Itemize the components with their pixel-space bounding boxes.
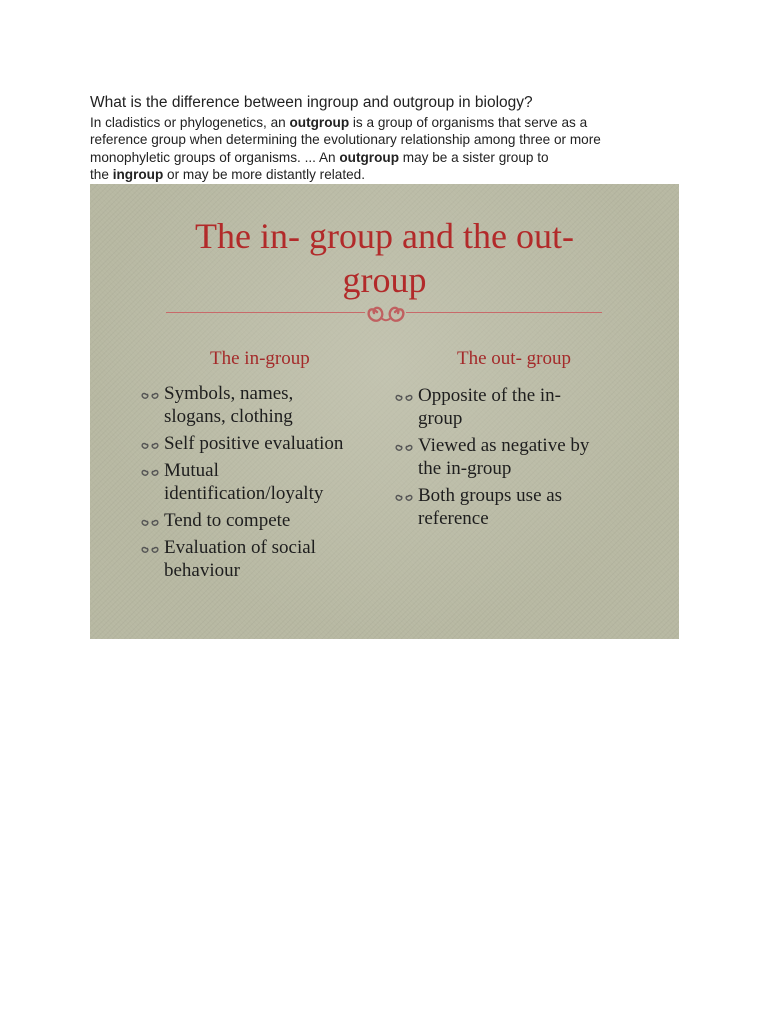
slide-image (90, 184, 679, 639)
list-item-line: Mutual (164, 460, 219, 481)
question-heading: What is the difference between ingroup and outgroup in biology? (90, 94, 533, 111)
list-item-line: slogans, clothing (164, 406, 293, 427)
list-item-line: reference (418, 508, 489, 529)
out-group-list (394, 384, 634, 534)
answer-line-1: In cladistics or phylogenetics, an outgroup is a group of organisms that serve as a (90, 115, 588, 130)
flourish-ornament-icon (363, 296, 409, 326)
list-item-line: group (418, 408, 463, 429)
title-divider-left (166, 312, 365, 313)
slide-title-line-1: The in- group and the out- (195, 216, 574, 256)
list-item (140, 459, 380, 505)
bullet-flourish-icon (140, 466, 160, 477)
list-item (394, 484, 634, 530)
answer-line-3: monophyletic groups of organisms. ... An outgroup may be a sister group to (90, 149, 549, 165)
list-item-line: Both groups use as (418, 485, 563, 506)
list-item (140, 382, 380, 428)
title-divider-right (406, 312, 602, 313)
list-item-line: Tend to compete (164, 510, 291, 531)
list-item-line: Evaluation of social (164, 537, 316, 558)
in-group-list (140, 382, 380, 586)
list-item-line: behaviour (164, 560, 240, 581)
bullet-flourish-icon (394, 491, 414, 502)
list-item (394, 384, 634, 430)
list-item-line: Symbols, names, (164, 383, 294, 404)
slide-title (90, 214, 679, 302)
in-group-heading: The in-group (210, 348, 310, 369)
list-item (140, 536, 380, 582)
list-item (394, 434, 634, 480)
list-item-line: the in-group (418, 458, 512, 479)
bold-term: ingroup (112, 166, 164, 182)
out-group-heading: The out- group (457, 348, 571, 369)
answer-line-4: the ingroup or may be more distantly related. (90, 166, 366, 182)
list-item-line: Opposite of the in- (418, 385, 562, 406)
answer-line-2: reference group when determining the evolutionary relationship among three or more (90, 132, 601, 148)
list-item (140, 509, 380, 532)
slide-title-line-2: group (342, 260, 427, 300)
bold-term: outgroup (289, 115, 350, 130)
list-item-line: Viewed as negative by (418, 435, 590, 456)
list-item-line: Self positive evaluation (164, 433, 344, 454)
bullet-flourish-icon (394, 391, 414, 402)
list-item-line: identification/loyalty (164, 483, 324, 504)
bold-term: outgroup (339, 149, 399, 165)
bullet-flourish-icon (140, 389, 160, 400)
bullet-flourish-icon (140, 543, 160, 554)
answer-paragraph (90, 114, 690, 183)
bullet-flourish-icon (140, 516, 160, 527)
bullet-flourish-icon (140, 439, 160, 450)
list-item (140, 432, 380, 455)
bullet-flourish-icon (394, 441, 414, 452)
